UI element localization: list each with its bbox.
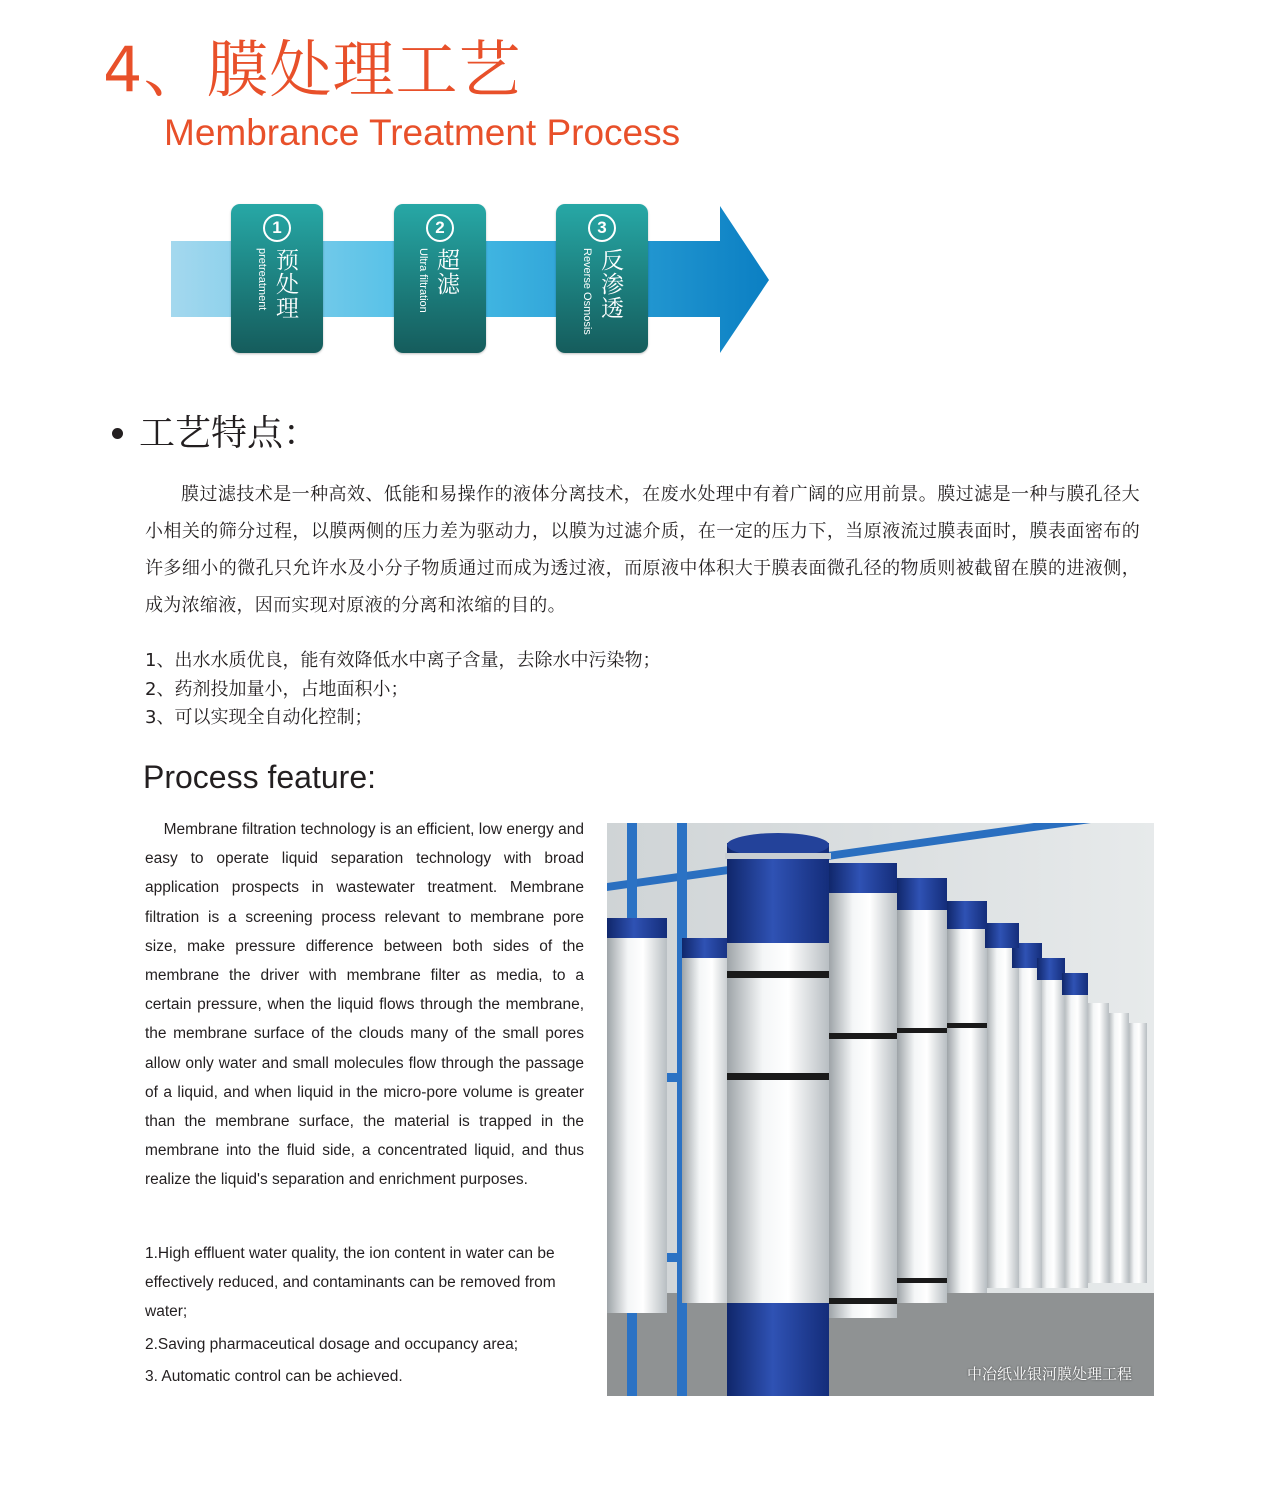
feature-item-cn: 2、药剂投加量小，占地面积小； [145,679,409,700]
membrane-plant-photo [607,823,1154,1396]
foreground-tube [725,833,831,1396]
description-paragraph-cn: 膜过滤技术是一种高效、低能和易操作的液体分离技术，在废水处理中有着广阔的应用前景。膜过滤是一种与膜孔径大小相关的筛分过程，以膜两侧的压力差为驱动力，以膜为过滤介质，在一定的压力下，当原液流过膜表面时，膜表面密布的许多细小的微孔只允许水及小分子物质通过而成为透过液，而原液中体积大于膜表面微孔径的物质则被截留在膜的进液侧，成为浓缩液，因而实现对原液的分离和浓缩的目的。 [145,484,1140,616]
description-paragraph-en: Membrane filtration technology is an efficient, low energy and easy to operate liquid separation technology with broad application prospects in wastewater treatment. Membrane filtration is a screening process relevant to membrane pore size, make pressure difference between both sides of the membrane the driver with membrane filter as media, to a certain pressure, when the liquid flows through the membrane, the membrane surface of the clouds many of the small pores allow only water and small molecules flow through the passage of a liquid, and when liquid in the micro-pore volume is greater than the membrane surface, the material is trapped in the membrane into the fluid side, a concentrated liquid, and thus realize the liquid's separation and enrichment purposes. [145,821,584,1189]
features-heading-cn: 工艺特点： [139,413,320,454]
step-label-en: pretreatment [256,248,268,311]
feature-item-cn: 1、出水水质优良，能有效降低水中离子含量，去除水中污染物； [145,650,661,671]
process-step-reverse-osmosis [556,204,648,353]
feature-item-cn: 3、可以实现全自动化控制； [145,707,373,728]
step-label-en: Ultra filtration [417,248,429,313]
step-number-badge: 2 [426,214,454,242]
step-label-cn: 预处理 [272,248,298,320]
step-number-badge: 3 [588,214,616,242]
step-label-cn: 超滤 [433,248,459,296]
step-label-cn: 反渗透 [597,248,623,320]
step-label-en: Reverse Osmosis [581,248,593,335]
feature-item-en: 2.Saving pharmaceutical dosage and occupancy area; [145,1336,519,1353]
page-title-cn: 4、膜处理工艺 [103,33,522,106]
feature-item-en: 1.High effluent water quality, the ion content in water can be effectively reduced, and contaminants can be removed from water; [145,1245,556,1321]
page-title-en: Membrance Treatment Process [164,112,681,153]
process-step-pretreatment [231,204,323,353]
feature-item-en: 3. Automatic control can be achieved. [145,1368,403,1385]
membrane-tubes-illustration [607,823,1154,1396]
bullet-dot [112,428,123,439]
process-step-ultrafiltration [394,204,486,353]
step-number-badge: 1 [263,214,291,242]
photo-caption: 中冶纸业银河膜处理工程 [966,1365,1132,1383]
features-heading-en: Process feature: [143,759,376,795]
